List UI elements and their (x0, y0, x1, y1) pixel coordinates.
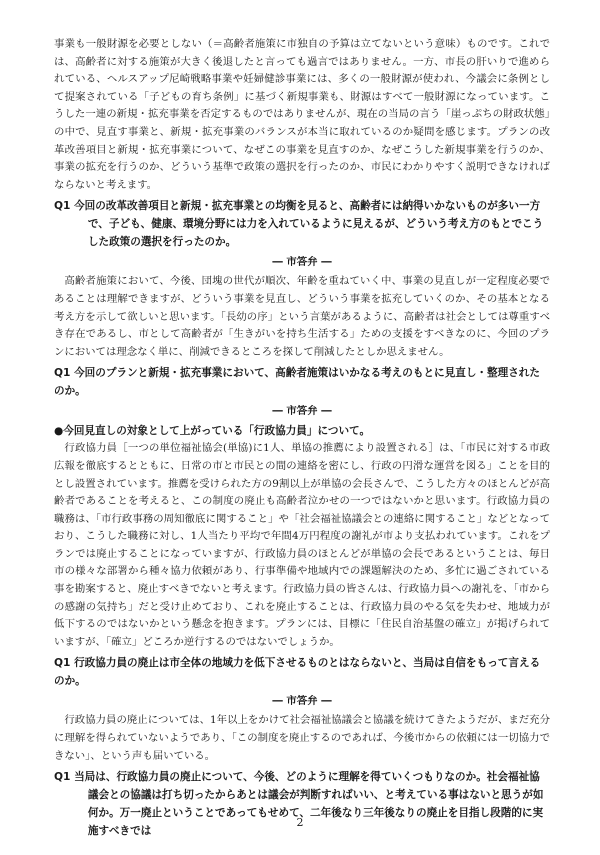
intro-paragraph: 事業も一般財源を必要としない（＝高齢者施策に市独自の予算は立てないという意味）ものです。これでは、高齢者に対する施策が大きく後退したと言っても過言ではありません。一方、市長の肝いりで進められている、ヘルスアップ尼崎戦略事業や妊婦健診事業には、多くの一般財源が使われ、今議会に条例として提案されている「子どもの育ち条例」に基づく新規事業も、財源はすべて一般財源になっています。こうした一連の新規・拡充事業を否定するものではありませんが、現在の当局の言う「崖っぷちの財政状態」の中で、見直す事業と、新規・拡充事業のバランスが本当に取れているのか疑問を感じます。プランの改革改善項目と新規・拡充事業について、なぜこの事業を見直すのか、なぜこうした新規事業を行うのか、事業の拡充を行うのか、どういう基準で政策の選択を行ったのか、市民にわかりやすく説明できなければならないと考えます。 (54, 38, 550, 191)
page-number: 2 (296, 816, 304, 829)
question-3: Q1 行政協力員の廃止は市全体の地域力を低下させるものとはならないと、当局は自信をもって言えるのか。 (54, 657, 541, 688)
answer-marker-3: ― 市答弁 ― (272, 695, 332, 708)
paragraph-administrative-cooperator: 行政協力員［一つの単位福祉協会(単協)に1人、単協の推薦により設置される］は、「市民に対する市政広報を徹底するとともに、日常の市と市民との間の連絡を密にし、行政の円滑な運営を図る」ことを目的とし設置されています。推薦を受けられた方の9割以上が単協の会長さんで、こうした方々のほとんどが高齢者であることを考えると、この制度の廃止も高齢者泣かせの一つではないかと思います。行政協力員の職務は、「市行政事務の周知徹底に関すること」や「社会福祉協議会との連絡に関すること」などとなっており、こうした職務に対し、1人当たり平均で年間4万円程度の謝礼が市より支払われています。これをプランでは廃止することになっていますが、行政協力員のほとんどが単協の会長であるということは、毎日市の様々な部署から種々協力依頼があり、行事準備や地域内での課題解決のため、多忙に過ごされている事を勘案すると、廃止すべきでないと考えます。行政協力員の皆さんは、行政協力員への謝礼を、「市からの感謝の気持ち」だと受け止めており、これを廃止することは、行政協力員のやる気を失わせ、地域力が低下するのではないかという懸念を抱きます。プランには、目標に「住民自治基盤の確立」が掲げられていますが、「確立」どころか逆行するのではないでしょうか。 (54, 442, 550, 648)
question-2: Q1 今回のプランと新規・拡充事業において、高齢者施策はいかなる考えのもとに見直し・整理されたのか。 (54, 367, 540, 398)
paragraph-abolition-consultation: 行政協力員の廃止については、1年以上をかけて社会福祉協議会と協議を続けてきたようだが、まだ充分に理解を得られていないようであり、「この制度を廃止するのであれば、今後市からの依頼には一切協力できない」、という声も届いている。 (54, 714, 550, 762)
question-4: Q1 当局は、行政協力員の廃止について、今後、どのように理解を得ていくつもりなのか。社会福祉協議会との協議は打ち切ったからあとは議会が判断すればいい、と考えている事はないと思うが如何か。万一廃止ということであってもせめて、二年後なり三年後なりの廃止を目指し段階的に実施すべきでは (54, 771, 544, 838)
topic-heading: ●今回見直しの対象として上がっている「行政協力員」について。 (54, 425, 371, 438)
question-1: Q1 今回の改革改善項目と新規・拡充事業との均衡を見ると、高齢者には納得いかないものが多い一方で、子ども、健康、環境分野には力を入れているように見えるが、どういう考え方のもとでこうした政策の選択を行ったのか。 (54, 200, 544, 249)
paragraph-elderly-policy: 高齢者施策において、今後、団塊の世代が順次、年齢を重ねていく中、事業の見直しが一定程度必要であることは理解できますが、どういう事業を見直し、どういう事業を拡充していくのか、その基本となる考え方を示して欲しいと思います。「長幼の序」という言葉があるように、高齢者は社会としては尊重すべき存在であるし、市として高齢者が「生きがいを持ち生活する」ための支援をすべきなのに、今回のプランにおいては理念なく単に、削減できるところを探して削減したとしか思えません。 (54, 275, 550, 358)
answer-marker-1: ― 市答弁 ― (272, 256, 332, 269)
answer-marker-2: ― 市答弁 ― (272, 405, 332, 418)
